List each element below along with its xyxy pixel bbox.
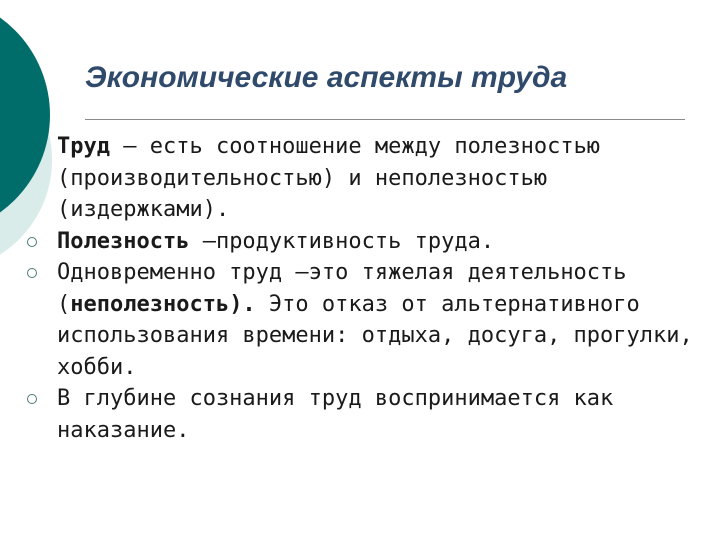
term-labor: Труд <box>57 134 110 159</box>
term-utility: Полезность <box>57 228 190 254</box>
punishment-text: В глубине сознания труд воспринимается как наказание. <box>57 386 614 443</box>
bullet-item-labor-definition <box>22 131 712 226</box>
bullet-circle-icon <box>27 268 37 278</box>
bullet-circle-icon <box>27 394 37 404</box>
slide-title: Экономические аспекты труда <box>85 61 568 94</box>
labor-definition-text: – есть соотношение между полезностью (производительностью) и неполезностью (издержками). <box>57 134 601 222</box>
disutility-lead-text: Одновременно труд –это тяжелая деятельность ( <box>57 260 627 317</box>
bullet-circle-icon <box>27 237 37 247</box>
bullet-list <box>22 131 712 446</box>
bullet-item-punishment <box>22 383 712 446</box>
title-divider <box>85 119 685 120</box>
bullet-item-utility <box>22 226 712 258</box>
disutility-rest-text: Это отказ от альтернативного использования времени: отдыха, досуга, прогулки, хобби. <box>57 291 693 380</box>
term-disutility: неполезность). <box>70 291 256 317</box>
utility-definition-text: –продуктивность труда. <box>189 228 495 254</box>
bullet-item-disutility <box>22 257 712 383</box>
